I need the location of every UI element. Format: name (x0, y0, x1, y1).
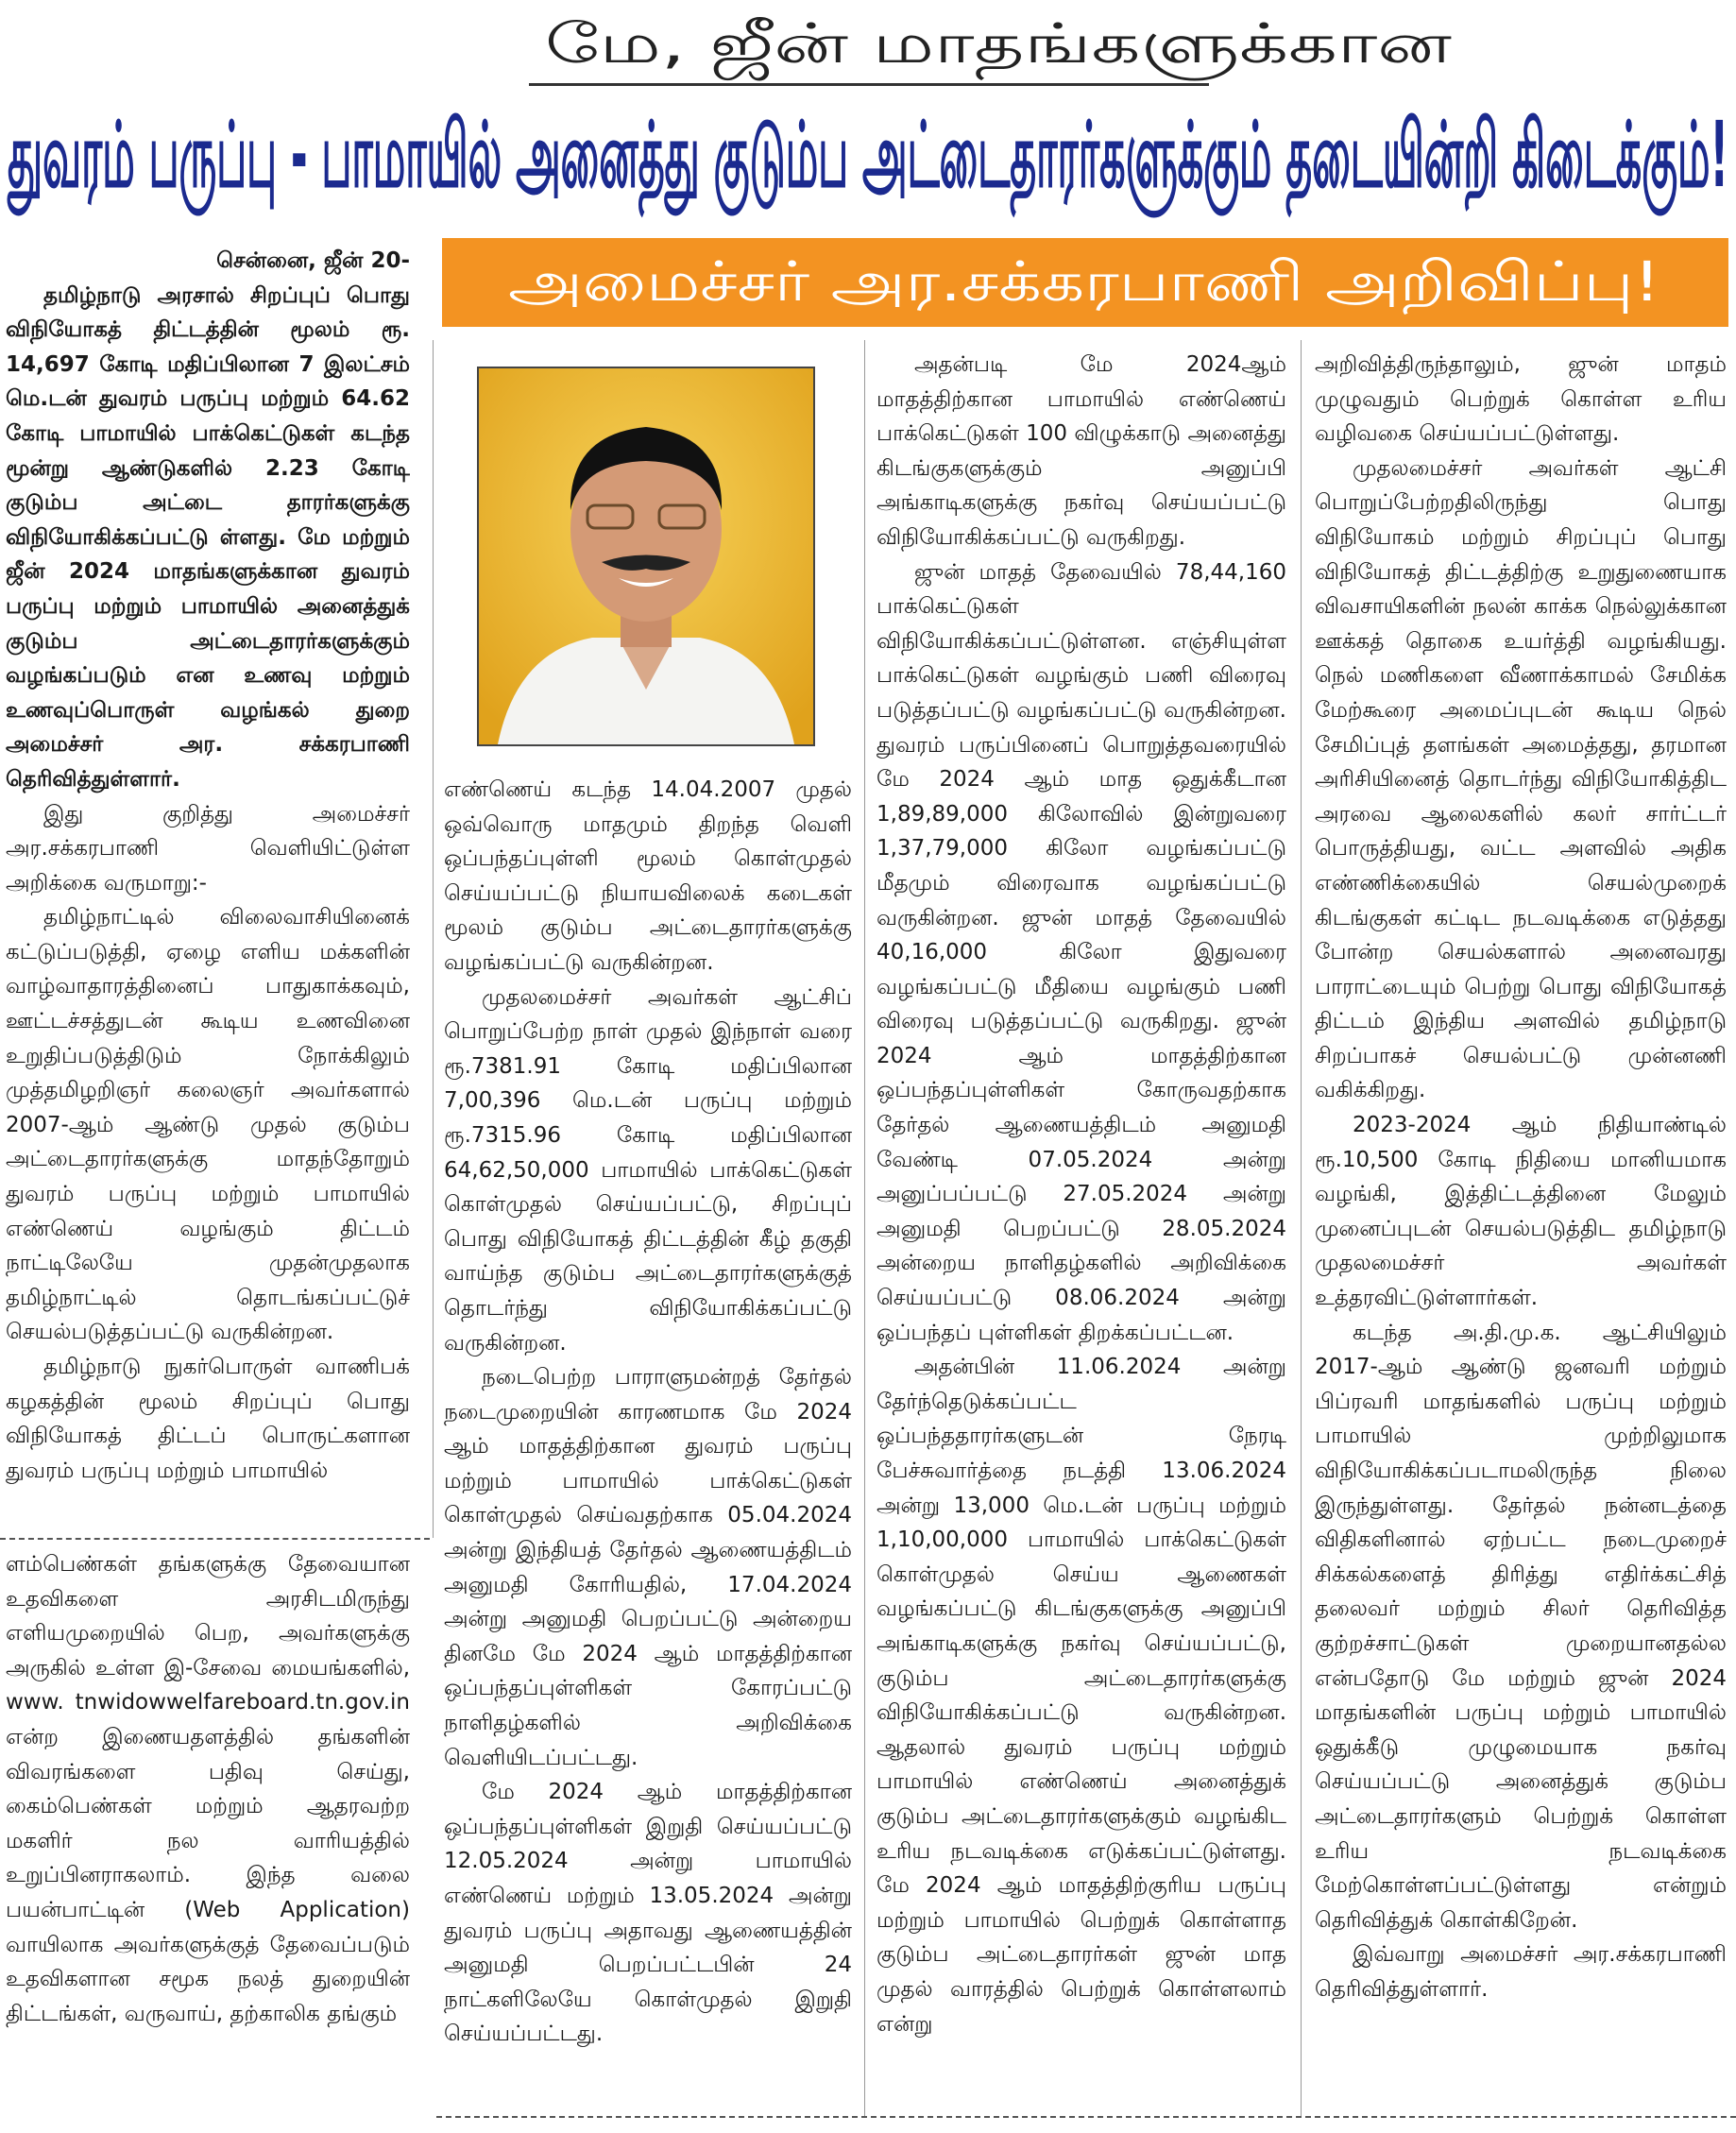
paragraph: நடைபெற்ற பாராளுமன்றத் தேர்தல் நடைமுறையின் காரணமாக மே 2024 ஆம் மாதத்திற்கான துவரம் பருப்பு மற்றும் பாமாயில் பாக்கெட்டுகள் கொள்முதல் செய்வதற்காக 05.04.2024 அன்று இந்தியத் தேர்தல் ஆணையத்திடம் அனுமதி கோரியதில், 17.04.2024 அன்று அனுமதி பெறப்பட்டு அன்றைய தினமே மே 2024 ஆம் மாதத்திற்கான ஒப்பந்தப்புள்ளிகள் கோரப்பட்டு நாளிதழ்களில் அறிவிக்கை வெளியிடப்பட்டது. (444, 1365, 852, 1770)
paragraph: மே 2024 ஆம் மாதத்திற்கான ஒப்பந்தப்புள்ளிகள் இறுதி செய்யப்பட்டு 12.05.2024 அன்று பாமாயில் எண்ணெய் மற்றும் 13.05.2024 அன்று துவரம் பருப்பு அதாவது ஆணையத்தின் அனுமதி பெறப்பட்டபின் 24 நாட்களிலேயே கொள்முதல் இறுதி செய்யப்பட்டது. (444, 1780, 852, 2047)
paragraph: கடந்த அ.தி.மு.க. ஆட்சியிலும் 2017-ஆம் ஆண்டு ஜனவரி மற்றும் பிப்ரவரி மாதங்களில் பருப்பு மற்றும் பாமாயில் முற்றிலுமாக விநியோகிக்கப்படாமலிருந்த நிலை இருந்துள்ளது. தேர்தல் நன்னடத்தை விதிகளினால் ஏற்பட்ட நடைமுறைச் சிக்கல்களைத் திரித்து எதிர்க்கட்சித் தலைவர் மற்றும் சிலர் தெரிவித்த குற்றச்சாட்டுகள் முறையானதல்ல என்பதோடு மே மற்றும் ஜுன் 2024 மாதங்களின் பருப்பு மற்றும் பாமாயில் ஒதுக்கீடு முழுமையாக நகர்வு செய்யப்பட்டு அனைத்துக் குடும்ப அட்டைதாரர்களும் பெற்றுக் கொள்ள உரிய நடவடிக்கை மேற்கொள்ளப்பட்டுள்ளது என்றும் தெரிவித்துக் கொள்கிறேன். (1315, 1320, 1727, 1933)
paragraph: அறிவித்திருந்தாலும், ஜுன் மாதம் முழுவதும் பெற்றுக் கொள்ள உரிய வழிவகை செய்யப்பட்டுள்ளது. (1315, 352, 1727, 447)
paragraph: தமிழ்நாடு நுகர்பொருள் வாணிபக் கழகத்தின் மூலம் சிறப்புப் பொது விநியோகத் திட்டப் பொருட்களான துவரம் பருப்பு மற்றும் பாமாயில் (6, 1355, 410, 1483)
paragraph: தமிழ்நாட்டில் விலைவாசியினைக் கட்டுப்படுத்தி, ஏழை எளிய மக்களின் வாழ்வாதாரத்தினைப் பாதுகாக்கவும், ஊட்டச்சத்துடன் கூடிய உணவினை உறுதிப்படுத்திடும் நோக்கிலும் முத்தமிழறிஞர் கலைஞர் அவர்களால் 2007-ஆம் ஆண்டு முதல் குடும்ப அட்டைதாரர்களுக்கு மாதந்தோறும் துவரம் பருப்பு மற்றும் பாமாயில் எண்ணெய் வழங்கும் திட்டம் நாட்டிலேயே முதன்முதலாக தமிழ்நாட்டில் தொடங்கப்பட்டுச் செயல்படுத்தப்பட்டு வருகின்றன. (6, 905, 410, 1345)
paragraph: ஜுன் மாதத் தேவையில் 78,44,160 பாக்கெட்டுகள் விநியோகிக்கப்பட்டுள்ளன. எஞ்சியுள்ள பாக்கெட்டுகள் வழங்கும் பணி விரைவு படுத்தப்பட்டு வழங்கப்பட்டு வருகின்றன. துவரம் பருப்பினைப் பொறுத்தவரையில் மே 2024 ஆம் மாத ஒதுக்கீடான 1,89,89,000 கிலோவில் இன்றுவரை 1,37,79,000 கிலோ வழங்கப்பட்டு மீதமும் விரைவாக வழங்கப்பட்டு வருகின்றன. ஜுன் மாதத் தேவையில் 40,16,000 கிலோ இதுவரை வழங்கப்பட்டு மீதியை வழங்கும் பணி விரைவு படுத்தப்பட்டு வருகிறது. ஜுன் 2024 ஆம் மாதத்திற்கான ஒப்பந்தப்புள்ளிகள் கோருவதற்காக தேர்தல் ஆணையத்திடம் அனுமதி வேண்டி 07.05.2024 அன்று அனுப்பப்பட்டு 27.05.2024 அன்று அனுமதி பெறப்பட்டு 28.05.2024 அன்றைய நாளிதழ்களில் அறிவிக்கை செய்யப்பட்டு 08.06.2024 அன்று ஒப்பந்தப் புள்ளிகள் திறக்கப்பட்டன. (877, 559, 1286, 1345)
kicker-text: மே, ஜீன் மாதங்களுக்கான (544, 11, 1452, 76)
column-divider (864, 340, 865, 2116)
story-separator (0, 1538, 430, 1540)
bottom-separator (436, 2116, 1736, 2118)
paragraph: முதலமைச்சர் அவர்கள் ஆட்சிப் பொறுப்பேற்ற நாள் முதல் இந்நாள் வரை ரூ.7381.91 கோடி மதிப்பிலான 7,00,396 மெ.டன் பருப்பு மற்றும் ரூ.7315.96 கோடி மதிப்பிலான 64,62,50,000 பாமாயில் பாக்கெட்டுகள் கொள்முதல் செய்யப்பட்டு, சிறப்புப் பொது விநியோகத் திட்டத்தின் கீழ் தகுதி வாய்ந்த குடும்ப அட்டைதாரர்களுக்குத் தொடர்ந்து விநியோகிக்கப்பட்டு வருகின்றன. (444, 984, 852, 1356)
kicker-heading (416, 11, 1452, 85)
paragraph: இவ்வாறு அமைச்சர் அர.சக்கரபாணி தெரிவித்துள்ளார். (1315, 1942, 1727, 2002)
paragraph: முதலமைச்சர் அவர்கள் ஆட்சி பொறுப்பேற்றதிலிருந்து பொது விநியோகம் மற்றும் சிறப்புப் பொது விநியோகத் திட்டத்திற்கு உறுதுணையாக விவசாயிகளின் நலன் காக்க நெல்லுக்கான ஊக்கத் தொகை உயர்த்தி வழங்கியது. நெல் மணிகளை வீணாக்காமல் சேமிக்க மேற்கூரை அமைப்புடன் கூடிய நெல் சேமிப்புத் தளங்கள் அமைத்தது, தரமான அரிசியினைத் தொடர்ந்து விநியோகித்திட அரவை ஆலைகளில் கலர் சார்ட்டர் பொருத்தியது, வட்ட அளவில் அதிக எண்ணிக்கையில் செயல்முறைக் கிடங்குகள் கட்டிட நடவடிக்கை எடுத்தது போன்ற செயல்களால் அனைவரது பாராட்டையும் பெற்று பொது விநியோகத் திட்டம் இந்திய அளவில் தமிழ்நாடு சிறப்பாகச் செயல்பட்டு முன்னணி வகிக்கிறது. (1315, 455, 1727, 1103)
headline (8, 102, 1728, 234)
headline-text: துவரம் பருப்பு - பாமாயில் அனைத்து குடும்ப அட்டைதாரர்களுக்கும் தடையின்றி கிடைக்கும்! (8, 102, 1728, 208)
article-column-1 (6, 244, 410, 1519)
paragraph: எண்ணெய் கடந்த 14.04.2007 முதல் ஒவ்வொரு மாதமும் திறந்த வெளி ஒப்பந்தப்புள்ளி மூலம் கொள்முதல் செய்யப்பட்டு நியாயவிலைக் கடைகள் மூலம் குடும்ப அட்டைதாரர்களுக்கு வழங்கப்பட்டு வருகின்றன. (444, 777, 852, 975)
adjacent-story (6, 1547, 410, 2133)
article-column-2 (444, 773, 852, 2114)
paragraph: அதன்பின் 11.06.2024 அன்று தேர்ந்தெடுக்கப்பட்ட ஒப்பந்ததாரர்களுடன் நேரடி பேச்சுவார்த்தை நடத்தி 13.06.2024 அன்று 13,000 மெ.டன் பருப்பு மற்றும் 1,10,00,000 பாமாயில் பாக்கெட்டுகள் கொள்முதல் செய்ய ஆணைகள் வழங்கப்பட்டு கிடங்குகளுக்கு அனுப்பி அங்காடிகளுக்கு நகர்வு செய்யப்பட்டு, குடும்ப அட்டைதாரர்களுக்கு விநியோகிக்கப்பட்டு வருகின்றன. ஆதலால் துவரம் பருப்பு மற்றும் பாமாயில் எண்ணெய் அனைத்துக் குடும்ப அட்டைதாரர்களுக்கும் வழங்கிட உரிய நடவடிக்கை எடுக்கப்பட்டுள்ளது. மே 2024 ஆம் மாதத்திற்குரிய பருப்பு மற்றும் பாமாயில் பெற்றுக் கொள்ளாத குடும்ப அட்டைதாரர்கள் ஜுன் மாத முதல் வாரத்தில் பெற்றுக் கொள்ளலாம் என்று (877, 1355, 1286, 2037)
subheadline-text: அமைச்சர் அர.சக்கரபாணி அறிவிப்பு! (508, 249, 1660, 314)
portrait-image (479, 368, 813, 744)
paragraph: 2023-2024 ஆம் நிதியாண்டில் ரூ.10,500 கோடி நிதியை மானியமாக வழங்கி, இத்திட்டத்தினை மேலும் முனைப்புடன் செயல்படுத்திட தமிழ்நாடு முதலமைச்சர் அவர்கள் உத்தரவிட்டுள்ளார்கள். (1315, 1113, 1727, 1311)
adjacent-story-text: ளம்பெண்கள் தங்களுக்கு தேவையான உதவிகளை அரசிடமிருந்து எளியமுறையில் பெற, அவர்களுக்கு அருகில் உள்ள இ-சேவை மையங்களில், www. tnwidowwelfareboard.tn.gov.in என்ற இணையதளத்தில் தங்களின் விவரங்களை பதிவு செய்து, கைம்பெண்கள் மற்றும் ஆதரவற்ற மகளிர் நல வாரியத்தில் உறுப்பினராகலாம். இந்த வலை பயன்பாட்டின் (Web Application) வாயிலாக அவர்களுக்குத் தேவைப்படும் உதவிகளான சமூக நலத் துறையின் திட்டங்கள், வருவாய், தற்காலிக தங்கும் (6, 1552, 410, 2026)
article-column-3 (877, 348, 1286, 2114)
column-divider (1301, 340, 1302, 2116)
paragraph: இது குறித்து அமைச்சர் அர.சக்கரபாணி வெளியிட்டுள்ள அறிக்கை வருமாறு:- (6, 801, 410, 896)
kicker-underline (529, 83, 1209, 86)
column-divider (433, 340, 434, 1538)
lead-paragraph: தமிழ்நாடு அரசால் சிறப்புப் பொது விநியோகத் திட்டத்தின் மூலம் ரூ. 14,697 கோடி மதிப்பிலான 7 இலட்சம் மெ.டன் துவரம் பருப்பு மற்றும் 64.62 கோடி பாமாயில் பாக்கெட்டுகள் கடந்த மூன்று ஆண்டுகளில் 2.23 கோடி குடும்ப அட்டை தாரர்களுக்கு விநியோகிக்கப்பட்டு ள்ளது. மே மற்றும் ஜீன் 2024 மாதங்களுக்கான துவரம் பருப்பு மற்றும் பாமாயில் அனைத்துக் குடும்ப அட்டைதாரர்களுக்கும் வழங்கப்படும் என உணவு மற்றும் உணவுப்பொருள் வழங்கல் துறை அமைச்சர் அர. சக்கரபாணி தெரிவித்துள்ளார். (6, 282, 410, 792)
article-column-4 (1315, 348, 1727, 2114)
paragraph: அதன்படி மே 2024ஆம் மாதத்திற்கான பாமாயில் எண்ணெய் பாக்கெட்டுகள் 100 விழுக்காடு அனைத்து கிடங்குகளுக்கும் அனுப்பி அங்காடிகளுக்கு நகர்வு செய்யப்பட்டு விநியோகிக்கப்பட்டு வருகிறது. (877, 352, 1286, 550)
dateline: சென்னை, ஜீன் 20- (216, 248, 410, 273)
minister-photo (477, 367, 815, 746)
subheadline-band (442, 238, 1728, 327)
